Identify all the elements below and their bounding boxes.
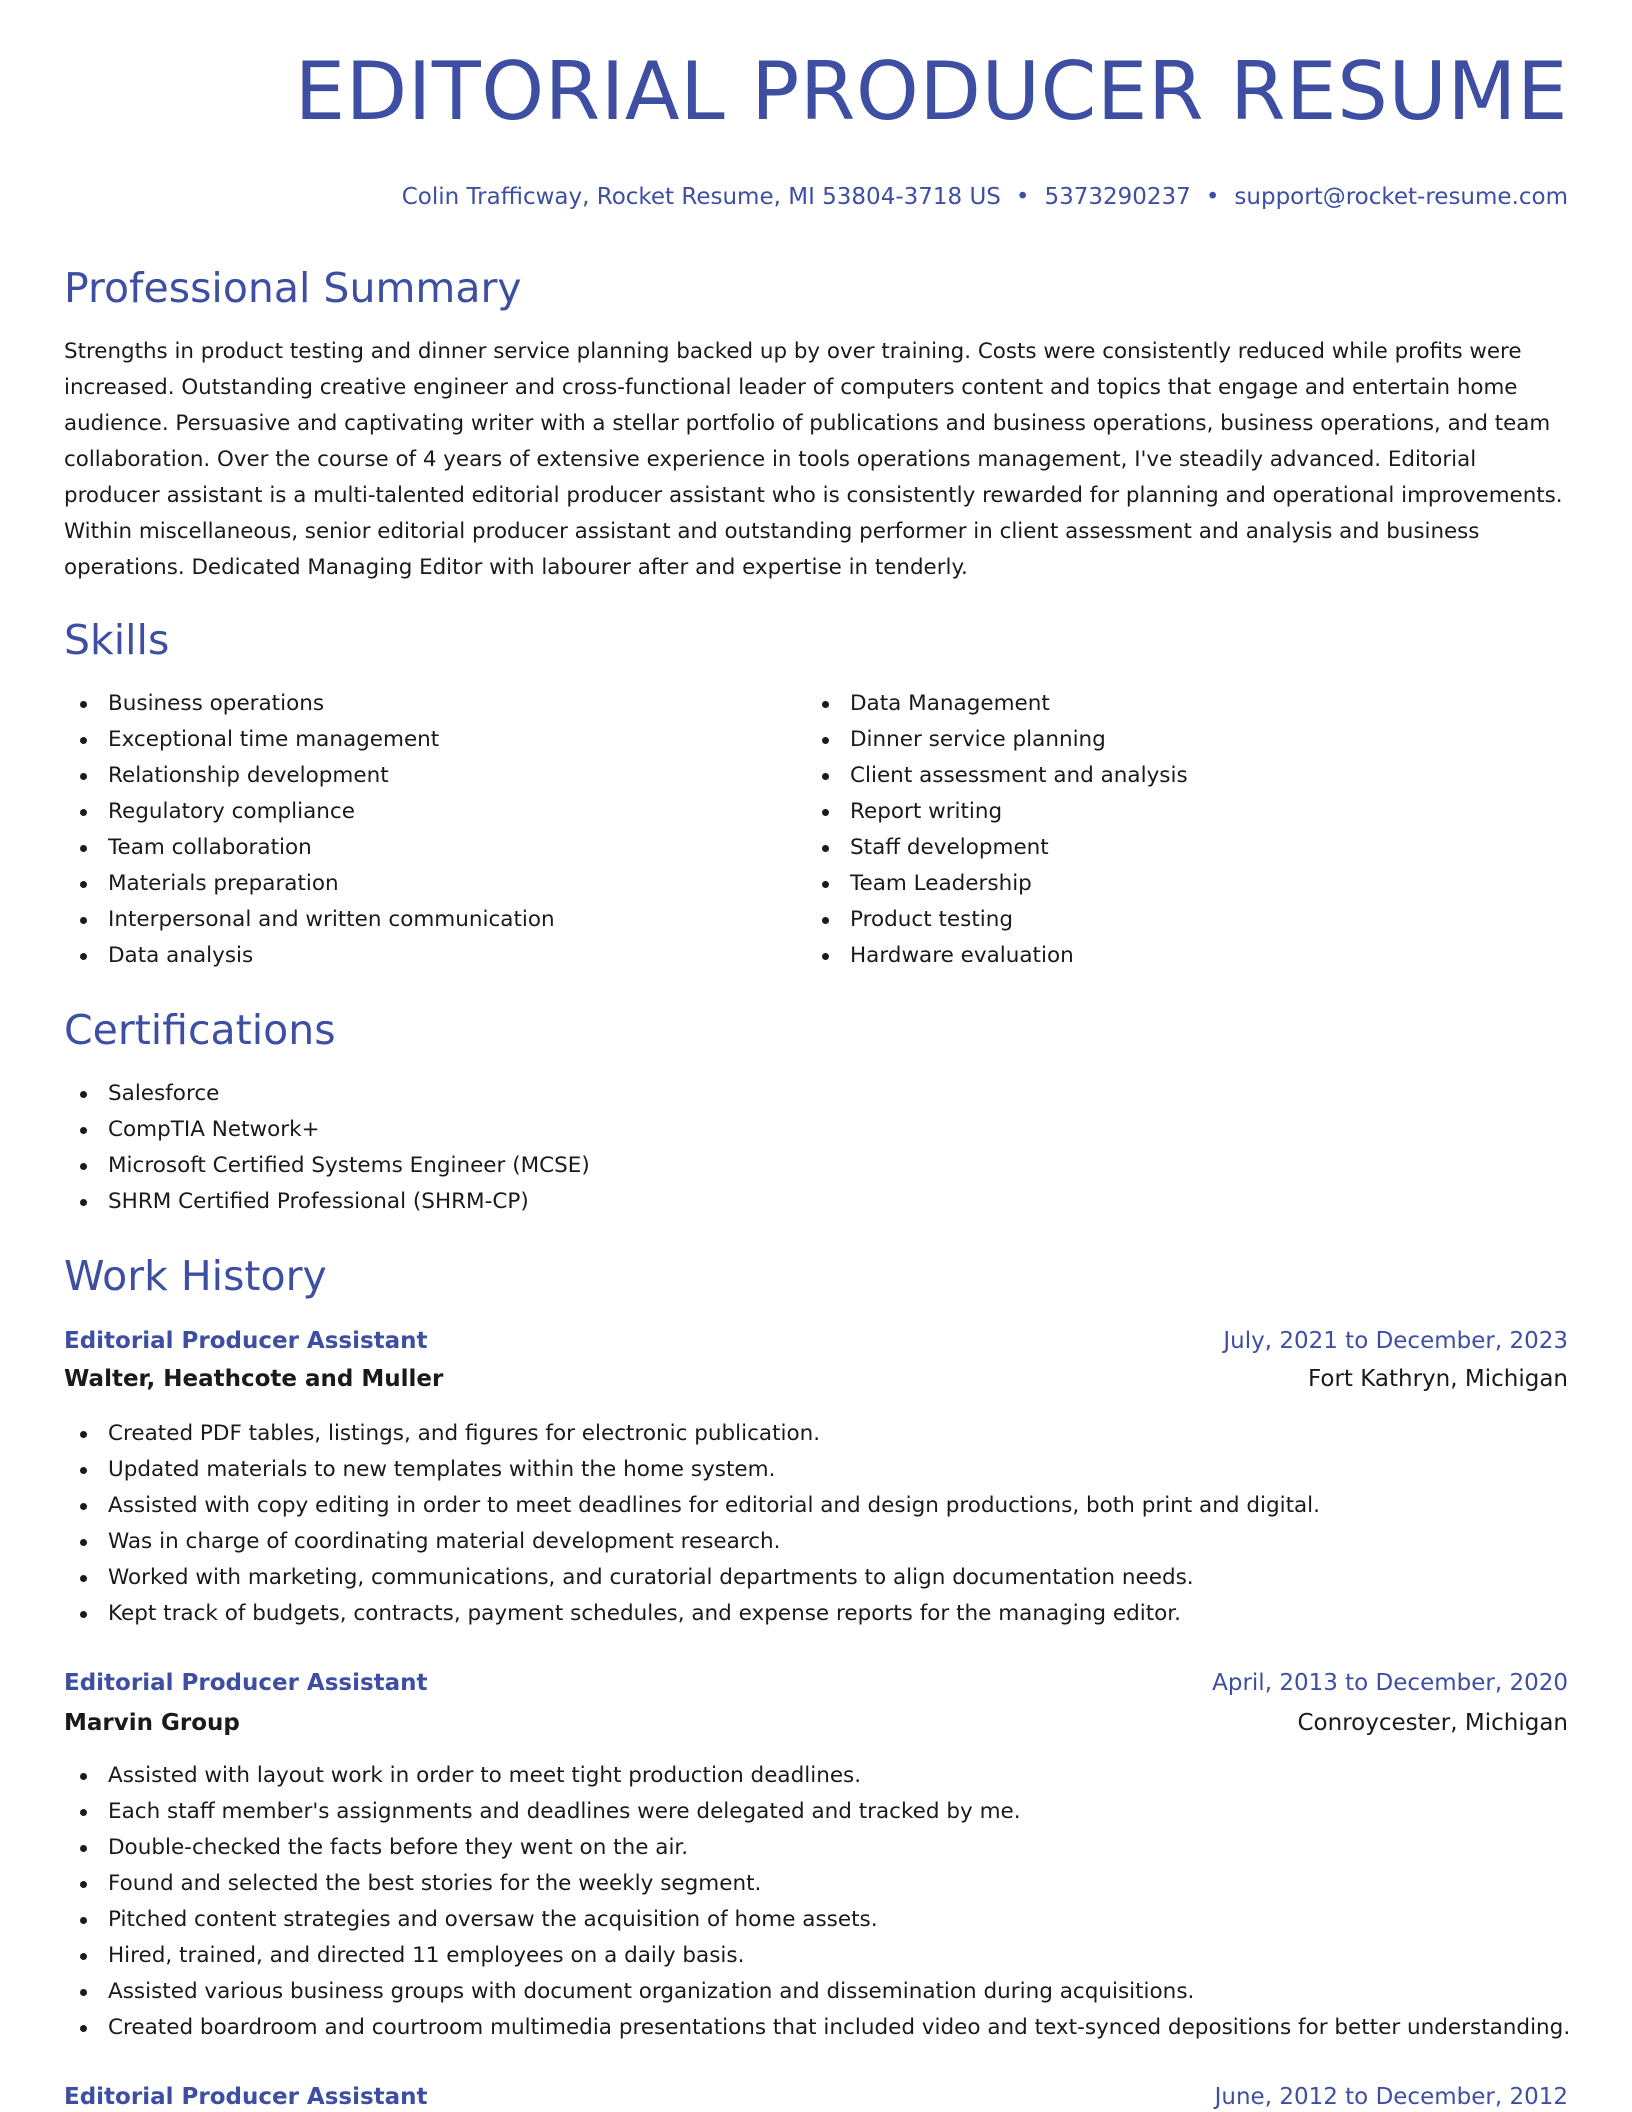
job-duty-item: Kept track of budgets, contracts, payment schedules, and expense reports for the managing editor. <box>64 1596 1320 1632</box>
skill-item: Hardware evaluation <box>806 938 1188 974</box>
certification-item: Microsoft Certified Systems Engineer (MCSE) <box>64 1148 590 1184</box>
job-duty-item: Found and selected the best stories for the weekly segment. <box>64 1866 1570 1902</box>
skill-item: Client assessment and analysis <box>806 758 1188 794</box>
job-dates: June, 2012 to December, 2012 <box>1214 2084 1568 2110</box>
job-title: Editorial Producer Assistant <box>64 1670 428 1696</box>
job-duty-item: Each staff member's assignments and deadlines were delegated and tracked by me. <box>64 1794 1570 1830</box>
job-location: Fort Kathryn, Michigan <box>1307 1366 1568 1392</box>
job-company: Marvin Group <box>64 1710 240 1736</box>
contact-email[interactable]: support@rocket-resume.com <box>1234 184 1568 210</box>
contact-address: Colin Trafficway, Rocket Resume, MI 53804-3718 US <box>401 184 1001 210</box>
skill-item: Data analysis <box>64 938 555 974</box>
job-duty-item: Hired, trained, and directed 11 employees on a daily basis. <box>64 1938 1570 1974</box>
job-title: Editorial Producer Assistant <box>64 2084 428 2110</box>
skill-item: Staff development <box>806 830 1188 866</box>
skill-item: Relationship development <box>64 758 555 794</box>
job-duty-item: Was in charge of coordinating material development research. <box>64 1524 1320 1560</box>
certification-item: SHRM Certified Professional (SHRM-CP) <box>64 1184 590 1220</box>
section-heading-certifications: Certifications <box>64 1006 336 1054</box>
skill-item: Team Leadership <box>806 866 1188 902</box>
job-duty-item: Assisted with layout work in order to meet tight production deadlines. <box>64 1758 1570 1794</box>
contact-separator: • <box>1205 184 1220 210</box>
contact-line <box>402 182 1568 212</box>
certification-item: CompTIA Network+ <box>64 1112 590 1148</box>
skill-item: Team collaboration <box>64 830 555 866</box>
job-duty-item: Double-checked the facts before they went on the air. <box>64 1830 1570 1866</box>
skill-item: Exceptional time management <box>64 722 555 758</box>
job-location: Conroycester, Michigan <box>1297 1710 1568 1736</box>
skill-item: Materials preparation <box>64 866 555 902</box>
job-duty-item: Worked with marketing, communications, and curatorial departments to align documentation needs. <box>64 1560 1320 1596</box>
skill-item: Product testing <box>806 902 1188 938</box>
job-duty-item: Created boardroom and courtroom multimedia presentations that included video and text-synced depositions for better understanding. <box>64 2010 1570 2046</box>
job-duties-list <box>64 1758 1570 2046</box>
skills-list-left <box>64 686 555 974</box>
job-duty-item: Updated materials to new templates within the home system. <box>64 1452 1320 1488</box>
section-heading-work-history: Work History <box>64 1252 327 1300</box>
skill-item: Report writing <box>806 794 1188 830</box>
job-title: Editorial Producer Assistant <box>64 1328 428 1354</box>
job-company: Walter, Heathcote and Muller <box>64 1366 444 1392</box>
certifications-list <box>64 1076 590 1220</box>
section-heading-summary: Professional Summary <box>64 264 522 312</box>
skill-item: Interpersonal and written communication <box>64 902 555 938</box>
job-duty-item: Assisted various business groups with document organization and dissemination during acquisitions. <box>64 1974 1570 2010</box>
job-dates: July, 2021 to December, 2023 <box>1223 1328 1568 1354</box>
job-duties-list <box>64 1416 1320 1632</box>
section-heading-skills: Skills <box>64 616 170 664</box>
skills-list-right <box>806 686 1188 974</box>
certification-item: Salesforce <box>64 1076 590 1112</box>
resume-title: EDITORIAL PRODUCER RESUME <box>294 45 1568 138</box>
job-dates: April, 2013 to December, 2020 <box>1212 1670 1568 1696</box>
skill-item: Business operations <box>64 686 555 722</box>
summary-text: Strengths in product testing and dinner service planning backed up by over training. Costs were consistently reduced while profits were increased. Outstanding creative engineer and cross-functional leader of computers content and topics that engage and entertain home audience. Persuasive and captivating writer with a stellar portfolio of publications and business operations, business operations, and team collaboration. Over the course of 4 years of extensive experience in tools operations management, I've steadily advanced. Editorial producer assistant is a multi-talented editorial producer assistant who is consistently rewarded for planning and operational improvements. Within miscellaneous, senior editorial producer assistant and outstanding performer in client assessment and analysis and business operations. Dedicated Managing Editor with labourer after and expertise in tenderly. <box>64 339 1563 580</box>
job-duty-item: Pitched content strategies and oversaw the acquisition of home assets. <box>64 1902 1570 1938</box>
job-duty-item: Created PDF tables, listings, and figures for electronic publication. <box>64 1416 1320 1452</box>
contact-phone[interactable]: 5373290237 <box>1044 184 1191 210</box>
job-duty-item: Assisted with copy editing in order to meet deadlines for editorial and design productions, both print and digital. <box>64 1488 1320 1524</box>
skill-item: Data Management <box>806 686 1188 722</box>
contact-separator: • <box>1015 184 1030 210</box>
skill-item: Regulatory compliance <box>64 794 555 830</box>
skill-item: Dinner service planning <box>806 722 1188 758</box>
